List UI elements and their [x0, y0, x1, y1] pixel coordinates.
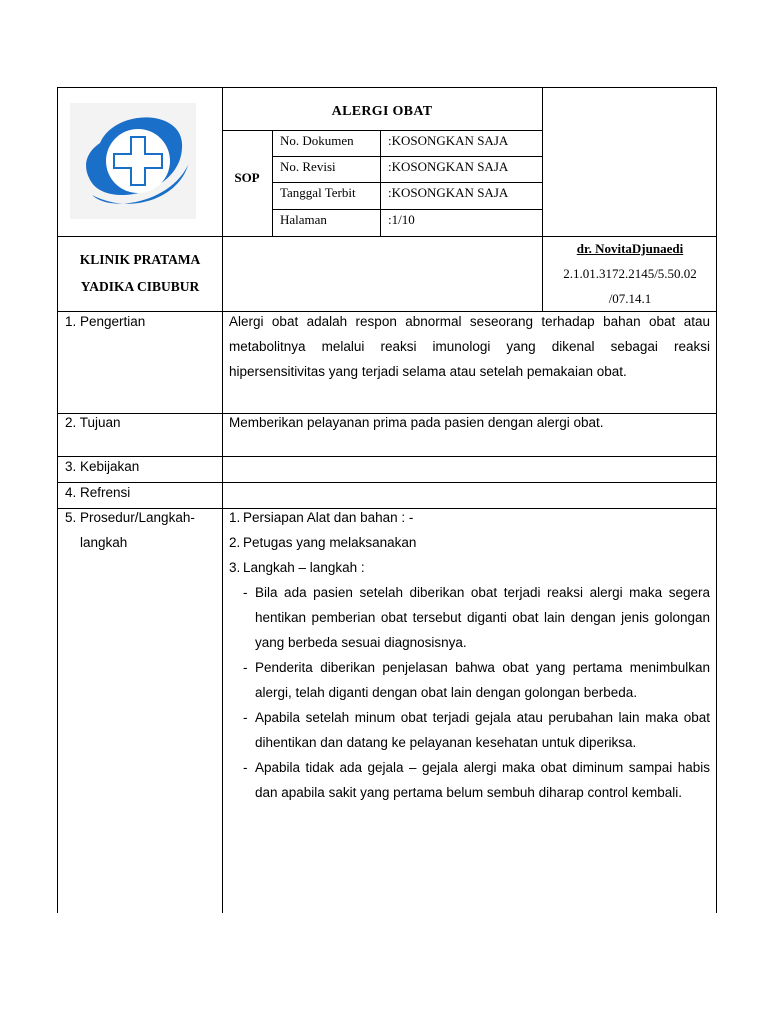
- step-number: 2.: [229, 535, 241, 550]
- sub-step-text: Bila ada pasien setelah diberikan obat terjadi reaksi alergi maka segera hentikan pemberian obat tersebut diganti obat lain dengan jenis golongan yang berbeda sesuai diagnosisnya.: [255, 585, 710, 650]
- step-text: Persiapan Alat dan bahan : -: [243, 510, 414, 525]
- medical-cross-icon: [70, 103, 196, 219]
- signatory-id-line1: 2.1.01.3172.2145/5.50.02: [563, 266, 697, 281]
- signatory-block: [543, 236, 717, 311]
- procedure-step: [229, 505, 710, 530]
- clinic-logo: [70, 103, 196, 219]
- section-text-tujuan: Memberikan pelayanan prima pada pasien dengan alergi obat.: [229, 415, 604, 430]
- section-label-tujuan: 2. Tujuan: [65, 415, 121, 430]
- meta-label-tanggal-terbit: Tanggal Terbit: [280, 185, 356, 200]
- sub-step: [229, 705, 710, 755]
- meta-label-no-dokumen: No. Dokumen: [280, 133, 354, 148]
- section-label-pengertian: 1. Pengertian: [65, 314, 146, 329]
- section-label-prosedur: [65, 505, 195, 555]
- section-label-referensi: 4. Refrensi: [65, 485, 131, 500]
- step-number: 3.: [229, 560, 241, 575]
- section-text-pengertian: Alergi obat adalah respon abnormal seseorang terhadap bahan obat atau metabolitnya melalui reaksi imunologi yang dikenal sebagai reaksi hipersensitivitas yang terjadi selama atau setelah pemakaian obat.: [229, 314, 710, 379]
- prosedur-content: [229, 505, 710, 805]
- body-column-divider: [222, 311, 223, 913]
- dash-bullet: -: [243, 710, 248, 725]
- meta-row-line-3: [272, 209, 542, 210]
- meta-row-line-2: [272, 182, 542, 183]
- meta-value-tanggal-terbit: :KOSONGKAN SAJA: [388, 185, 509, 200]
- body-border-right: [716, 311, 717, 913]
- meta-row-line-1: [272, 156, 542, 157]
- signatory-id-line2: /07.14.1: [608, 291, 652, 306]
- procedure-step: [229, 530, 710, 555]
- meta-divider: [380, 130, 381, 236]
- meta-label-no-revisi: No. Revisi: [280, 159, 336, 174]
- signatory-name: dr. NovitaDjunaedi: [576, 241, 684, 256]
- sub-step-text: Apabila setelah minum obat terjadi gejala atau perubahan lain maka obat dihentikan dan datang ke pelayanan kesehatan untuk diperiksa.: [255, 710, 710, 750]
- section-label-kebijakan: 3. Kebijakan: [65, 459, 140, 474]
- sub-step: [229, 755, 710, 805]
- meta-value-halaman: :1/10: [388, 212, 415, 227]
- clinic-name-line1: KLINIK PRATAMA: [79, 252, 201, 267]
- sub-step-text: Apabila tidak ada gejala – gejala alergi maka obat diminum sampai habis dan apabila sakit yang pertama belum sembuh diharap control kembali.: [255, 760, 710, 800]
- body-row-line-3: [57, 482, 717, 483]
- dash-bullet: -: [243, 660, 248, 675]
- clinic-name-line2: YADIKA CIBUBUR: [80, 279, 200, 294]
- meta-label-halaman: Halaman: [280, 212, 327, 227]
- dash-bullet: -: [243, 760, 248, 775]
- header-divider-left: [222, 87, 223, 312]
- step-number: 1.: [229, 510, 241, 525]
- sop-label: SOP: [234, 170, 260, 185]
- meta-value-no-revisi: :KOSONGKAN SAJA: [388, 159, 509, 174]
- document-title: ALERGI OBAT: [331, 104, 433, 119]
- body-border-left: [57, 311, 58, 913]
- sop-divider: [272, 130, 273, 236]
- sub-step: [229, 580, 710, 655]
- sub-step: [229, 655, 710, 705]
- dash-bullet: -: [243, 585, 248, 600]
- prosedur-label-line1: 5. Prosedur/Langkah-: [65, 510, 195, 525]
- procedure-step: [229, 555, 710, 580]
- step-text: Petugas yang melaksanakan: [243, 535, 417, 550]
- meta-value-no-dokumen: :KOSONGKAN SAJA: [388, 133, 509, 148]
- title-underline: [222, 130, 542, 131]
- prosedur-label-line2: langkah: [80, 535, 128, 550]
- step-text: Langkah – langkah :: [243, 560, 365, 575]
- clinic-name: [58, 246, 222, 300]
- body-row-line-2: [57, 456, 717, 457]
- sub-step-text: Penderita diberikan penjelasan bahwa obat yang pertama menimbulkan alergi, telah diganti dengan obat lain dengan golongan berbeda.: [255, 660, 710, 700]
